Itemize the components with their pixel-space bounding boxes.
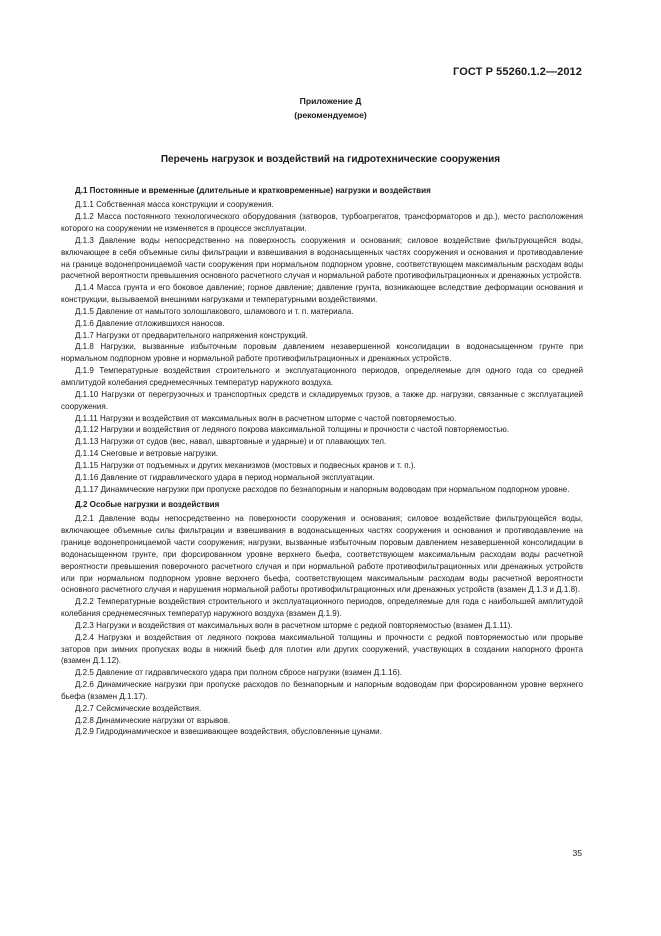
paragraph-d1-7: Д.1.7 Нагрузки от предварительного напряжения конструкций. bbox=[75, 330, 308, 340]
annex-status: (рекомендуемое) bbox=[294, 110, 367, 120]
paragraph-d1-8: Д.1.8 Нагрузки, вызванные избыточным поровым давлением незавершенной консолидации в водонасыщенном грунте при нормальном подпорном уровне и нормальной работе противофильтрационных и дренажных устройств. bbox=[61, 342, 583, 364]
paragraph-d2-6: Д.2.6 Динамические нагрузки при пропуске расходов по безнапорным и напорным водоводам при форсированном уровне верхнего бьефа (взамен Д.1.17). bbox=[61, 680, 583, 701]
section-heading-d2: Д.2 Особые нагрузки и воздействия bbox=[75, 500, 220, 510]
paragraph-d2-8: Д.2.8 Динамические нагрузки от взрывов. bbox=[75, 715, 231, 725]
paragraph-d1-17: Д.1.17 Динамические нагрузки при пропуске расходов по безнапорным и напорным водоводам при нормальном подпорном уровне. bbox=[75, 484, 570, 494]
paragraph-d1-16: Д.1.16 Давление от гидравлического удара в период нормальной эксплуатации. bbox=[75, 472, 375, 482]
paragraph-d1-12: Д.1.12 Нагрузки и воздействия от ледяного покрова максимальной толщины и прочности с частой повторяемостью. bbox=[75, 425, 509, 435]
annex-title: Приложение Д bbox=[299, 96, 362, 106]
paragraph-d2-2: Д.2.2 Температурные воздействия строительного и эксплуатационного периодов, определяемые для года с наибольшей амплитудой колебания среднемесячных температур наружного воздуха (взамен Д.1.9). bbox=[61, 597, 583, 619]
page-number: 35 bbox=[572, 848, 582, 858]
page-title: Перечень нагрузок и воздействий на гидротехнические сооружения bbox=[160, 154, 501, 165]
paragraph-d1-4: Д.1.4 Масса грунта и его боковое давление; горное давление; давление грунта, возникающее вследствие деформации основания и конструкции, вызываемой внешними нагрузками и температурными воздействиями. bbox=[61, 283, 583, 305]
paragraph-d1-2: Д.1.2 Масса постоянного технологического оборудования (затворов, турбоагрегатов, трансформаторов и др.), место расположения которого на сооружении не изменяется в процессе эксплуатации. bbox=[61, 212, 583, 234]
paragraph-d1-1: Д.1.1 Собственная масса конструкции и сооружения. bbox=[75, 200, 274, 210]
paragraph-d1-13: Д.1.13 Нагрузки от судов (вес, навал, швартовные и ударные) и от плавающих тел. bbox=[75, 437, 387, 447]
paragraph-d2-7: Д.2.7 Сейсмические воздействия. bbox=[75, 703, 202, 713]
annex-block bbox=[0, 94, 661, 122]
paragraph-d1-14: Д.1.14 Снеговые и ветровые нагрузки. bbox=[75, 449, 219, 459]
paragraph-d1-11: Д.1.11 Нагрузки и воздействия от максимальных волн в расчетном шторме с частой повторяемостью. bbox=[75, 413, 457, 423]
section-heading-d1: Д.1 Постоянные и временные (длительные и кратковременные) нагрузки и воздействия bbox=[75, 186, 431, 195]
paragraph-d1-10: Д.1.10 Нагрузки от перегрузочных и транспортных средств и складируемых грузов, а также др. нагрузки, связанные с эксплуатацией сооружения. bbox=[61, 389, 583, 411]
paragraph-d1-3: Д.1.3 Давление воды непосредственно на поверхность сооружения и основания; силовое воздействие фильтрующейся воды, включающее в себя объемные силы фильтрации и взвешивания в водонасыщенных частях сооружения и основания и противодавление на границе водонепроницаемой части сооружения при нормальном подпорном уровне, соответствующем максимальным расходам воды расчетной вероятности превышения основного расчетного случая и нормальной работе противофильтрационных и дренажных устройств. bbox=[61, 235, 583, 281]
paragraph-d2-1: Д.2.1 Давление воды непосредственно на поверхности сооружения и основания; силовое воздействие фильтрующейся воды, включающее объемные силы фильтрации и взвешивания в водонасыщенных частях сооружения и основания и противодавление на границе водонепроницаемой части сооружения; нагрузки, вызванные избыточным поровым давлением незавершенной консолидации в водонасыщенном грунте, при форсированном уровне верхнего бьефа, соответствующем максимальным расходам воды расчетной вероятности превышения поверочного расчетного случая и при нормальной работе противофильтрационных или дренажных устройств или при нормальном подпорном уровне верхнего бьефа, соответствующем максимальным расходам воды расчетной вероятности основного расчетного случая и нарушения нормальной работы противофильтрационных или дренажных устройств (взамен Д.1.3 и Д.1.8). bbox=[61, 514, 583, 595]
paragraph-d2-3: Д.2.3 Нагрузки и воздействия от максимальных волн в расчетном шторме с редкой повторяемостью (взамен Д.1.11). bbox=[75, 620, 513, 630]
document-code: ГОСТ Р 55260.1.2—2012 bbox=[453, 66, 582, 78]
paragraph-d1-9: Д.1.9 Температурные воздействия строительного и эксплуатационного периодов, определяемые для одного года со средней амплитудой колебания среднемесячных температур наружного воздуха. bbox=[61, 366, 583, 387]
paragraph-d1-15: Д.1.15 Нагрузки от подъемных и других механизмов (мостовых и подвесных кранов и т. п.). bbox=[75, 460, 416, 470]
paragraph-d1-5: Д.1.5 Давление от намытого золошлакового, шламового и т. п. материала. bbox=[75, 306, 354, 316]
document-body bbox=[61, 185, 583, 738]
paragraph-d1-6: Д.1.6 Давление отложившихся наносов. bbox=[75, 318, 225, 328]
paragraph-d2-5: Д.2.5 Давление от гидравлического удара при полном сбросе нагрузки (взамен Д.1.16). bbox=[75, 668, 402, 678]
paragraph-d2-9: Д.2.9 Гидродинамическое и взвешивающее воздействия, обусловленные цунами. bbox=[75, 727, 382, 737]
paragraph-d2-4: Д.2.4 Нагрузки и воздействия от ледяного покрова максимальной толщины и прочности с редкой повторяемостью или прорыве заторов при зимних пропусках воды в нижний бьеф для плотин или других сооружений, участвующих в создании напорного фронта (взамен Д.1.12). bbox=[61, 632, 583, 666]
